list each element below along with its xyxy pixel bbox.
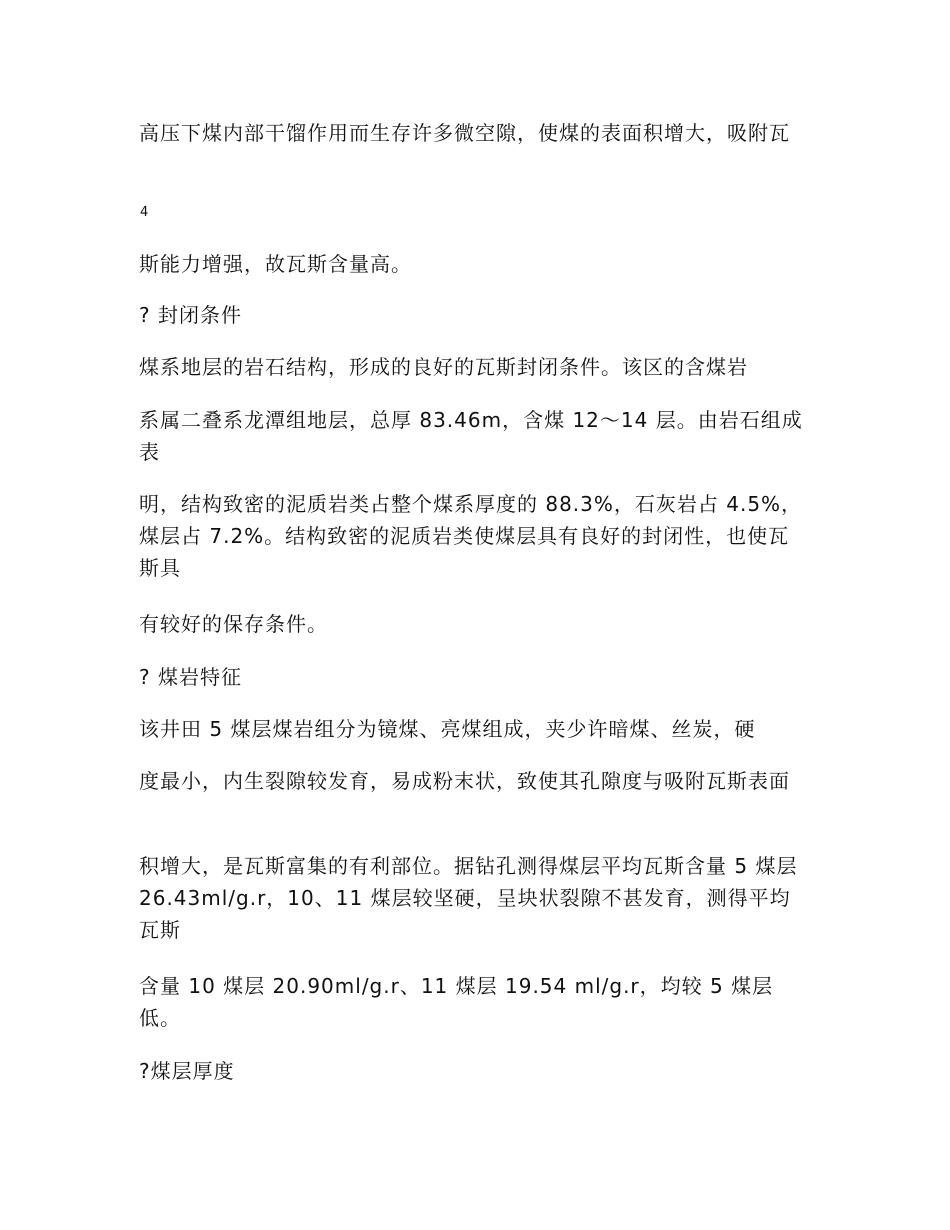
- section-heading-sealing-conditions: ? 封闭条件: [139, 303, 242, 327]
- section-heading-seam-thickness: ?煤层厚度: [139, 1059, 235, 1083]
- paragraph-coal-pores: 高压下煤内部干馏作用而生存许多微空隙，使煤的表面积增大，吸附瓦: [139, 121, 790, 145]
- paragraph-seam5-composition: 该井田 5 煤层煤岩组分为镜煤、亮煤组成，夹少许暗煤、丝炭，硬: [139, 717, 756, 741]
- paragraph-gas-content-seam10-11: 含量 10 煤层 20.90ml/g.r、11 煤层 19.54 ml/g.r，均较 5 煤层低。: [139, 974, 774, 1030]
- page-number: 4: [140, 205, 149, 220]
- paragraph-mudstone-ratio: 明，结构致密的泥质岩类占整个煤系厚度的 88.3%，石灰岩占 4.5%，煤层占 7.2%。结构致密的泥质岩类使煤层具有良好的封闭性，也使瓦斯具: [139, 492, 803, 580]
- paragraph-preservation: 有较好的保存条件。: [139, 612, 328, 636]
- paragraph-rock-structure: 煤系地层的岩石结构，形成的良好的瓦斯封闭条件。该区的含煤岩: [139, 355, 748, 379]
- paragraph-gas-content-seam5: 积增大，是瓦斯富集的有利部位。据钻孔测得煤层平均瓦斯含量 5 煤层 26.43ml/g.r，10、11 煤层较坚硬，呈块状裂隙不甚发育，测得平均瓦斯: [139, 854, 805, 942]
- paragraph-longtan-formation: 系属二叠系龙潭组地层，总厚 83.46m，含煤 12～14 层。由岩石组成表: [139, 408, 803, 464]
- paragraph-hardness-porosity: 度最小，内生裂隙较发育，易成粉末状，致使其孔隙度与吸附瓦斯表面: [139, 769, 790, 793]
- section-heading-coal-rock-features: ? 煤岩特征: [139, 665, 242, 689]
- paragraph-adsorption-capacity: 斯能力增强，故瓦斯含量高。: [139, 252, 412, 276]
